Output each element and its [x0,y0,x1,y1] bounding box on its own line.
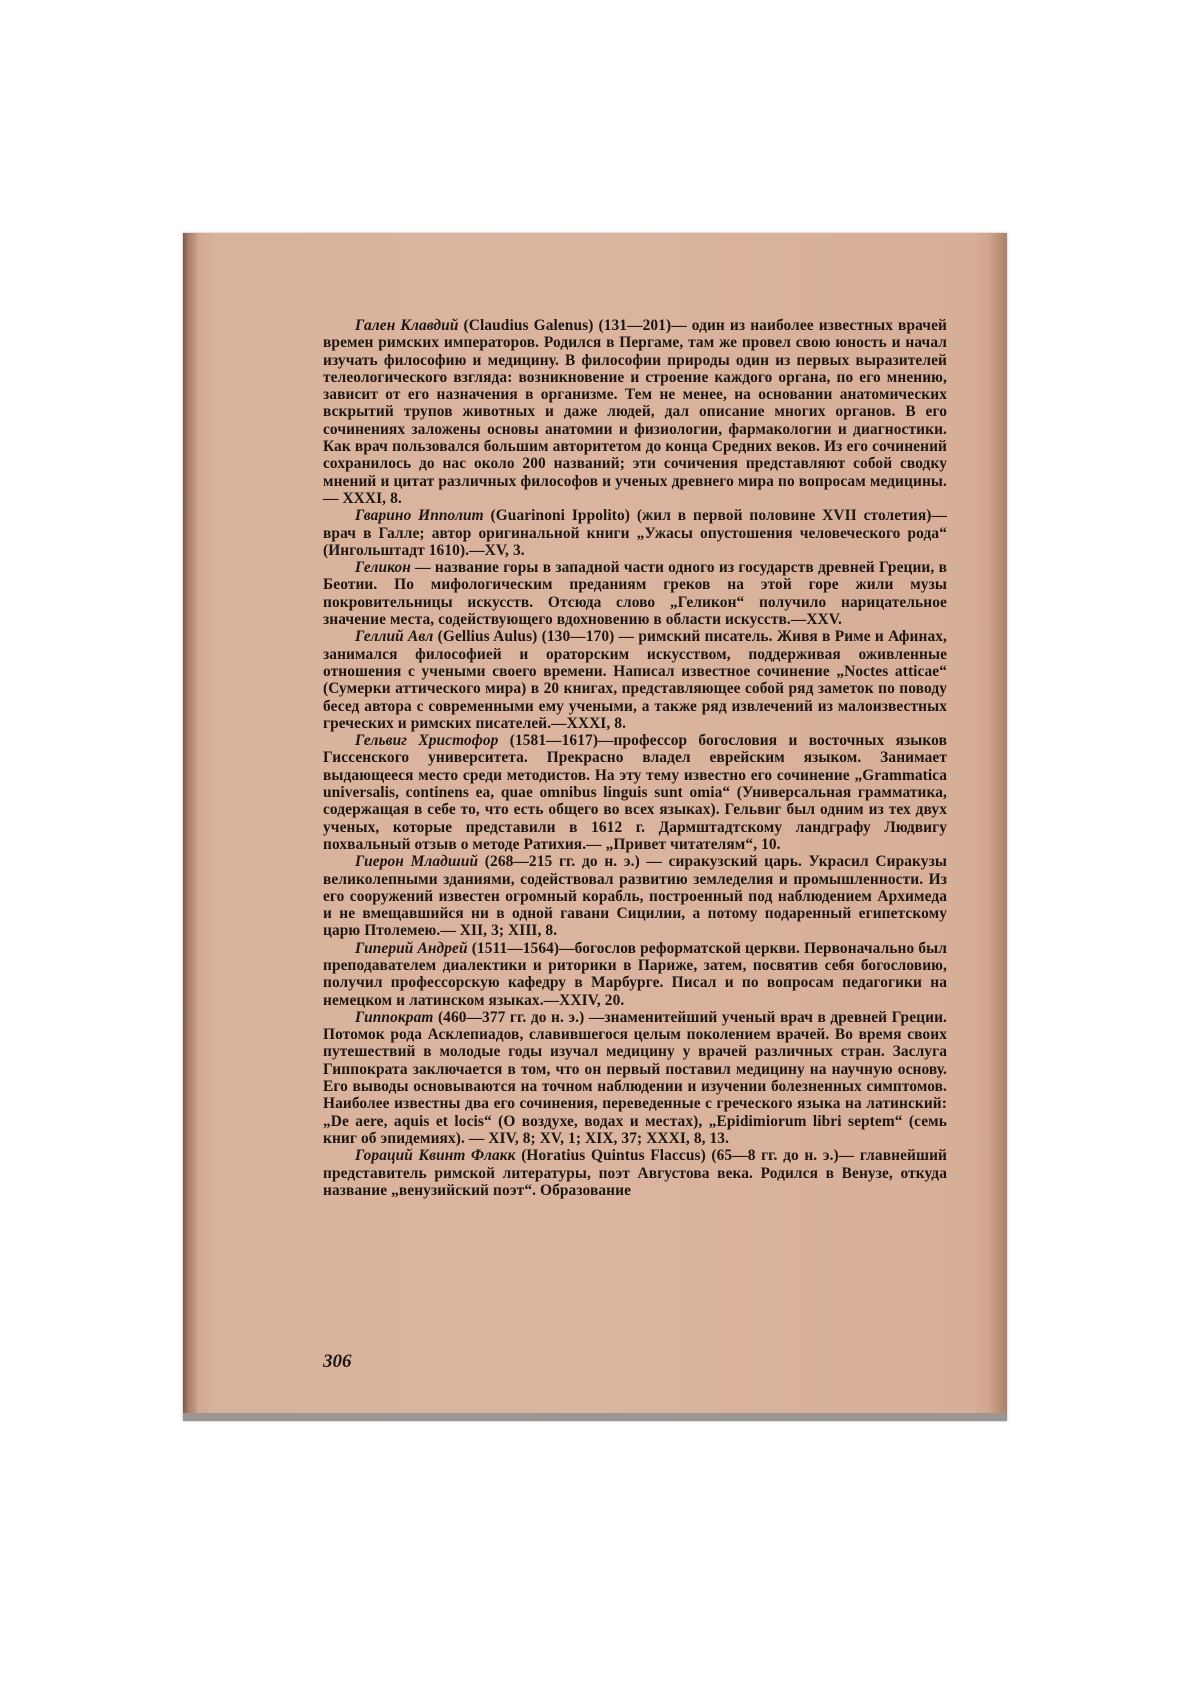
dictionary-text [323,317,947,1199]
entry-body: (Gellius Aulus) (130—170) — римский писатель. Живя в Риме и Афинах, занимался философией и ораторским искусством, поддерживая оживленные отношения с учеными своего времени. Написал известное сочинение „Noctes atticae“ (Сумерки аттического мира) в 20 книгах, представляющее собой ряд заметок по поводу бесед автора с современными ему учеными, а также ряд извлечений из малоизвестных греческих и римских писателей.—XXXI, 8. [323,628,948,732]
scanned-page [183,233,1007,1421]
page-edge-shadow [989,233,1007,1421]
entry-term: Геллий Авл [355,628,434,646]
entry-hippocrates [323,1009,947,1147]
page-number: 306 [323,1351,352,1372]
entry-body: (460—377 гг. до н. э.) —знаменитейший ученый врач в древней Греции. Потомок рода Асклепиадов, славившегося целым поколением врачей. Во время своих путешествий в молодые годы изучал медицину у врачей различных стран. Заслуга Гиппократа заключается в том, что он первый поставил медицину на научную основу. Его выводы основываются на точном наблюдении и изучении болезненных симптомов. Наиболее известны два его сочинения, переведенные с греческого языка на латинский: „De aere, aquis et locis“ (О воздухе, водах и местах), „Epidimiorum libri septem“ (семь книг об эпидемиях). — XIV, 8; XV, 1; XIX, 37; XXXI, 8, 13. [323,1008,947,1147]
entry-term: Гиперий Андрей [355,939,468,957]
entry-helwig [323,732,947,853]
entry-hieron [323,853,947,939]
entry-term: Гален Клавдий [355,317,459,334]
entry-hyperius [323,940,947,1009]
entry-body: (1581—1617)—профессор богословия и восточных языков Гиссенского университета. Прекрасно владел еврейским языком. Занимает выдающееся место среди методистов. На эту тему известно его сочинение „Grammatica universalis, continens ea, quae omnibus linguis sunt omia“ (Универсальная грамматика, содержащая в себе то, что есть общего во всех языках). Гельвиг был одним из тех двух ученых, которые представили в 1612 г. Дармштадтскому ландграфу Людвигу похвальный отзыв о методе Ратихия.— „Привет читателям“, 10. [323,732,947,853]
entry-body: (Guarinoni Ippolito) (жил в первой половине XVII столетия)— врач в Галле; автор оригинальной книги „Ужасы опустошения человеческого рода“ (Ингольштадт 1610).—XV, 3. [323,507,947,559]
entry-horace [323,1147,947,1199]
entry-term: Гиерон Младший [355,853,479,871]
entry-body: (Horatius Quintus Flaccus) (65—8 гг. до н. э.)— главнейший представитель римской литературы, поэт Августова века. Родился в Венузе, откуда название „венузийский поэт“. Образование [323,1147,948,1199]
entry-body: (268—215 гг. до н. э.) — сиракузский царь. Украсил Сиракузы великолепными зданиями, содействовал развитию земледелия и промышленности. Из его сооружений известен огромный корабль, построенный под наблюдением Архимеда и не вмещавшийся ни в одной гавани Сицилии, а потому подаренный египетскому царю Птолемею.— XII, 3; XIII, 8. [323,853,947,940]
entry-term: Гораций Квинт Флакк [355,1147,516,1165]
entry-body: (1511—1564)—богослов реформатской церкви. Первоначально был преподавателем диалектики и риторики в Париже, затем, посвятив себя богословию, получил профессорскую кафедру в Марбурге. Писал и по вопросам педагогики на немецком и латинском языках.—XXIV, 20. [323,939,947,1009]
entry-guarinoni [323,507,947,559]
entry-body: (Claudius Galenus) (131—201)— один из наиболее известных врачей времен римских императоров. Родился в Пергаме, там же провел свою юность и начал изучать философию и медицину. В философии природы один из первых выразителей телеологического взгляда: возникновение и строение каждого органа, по его мнению, зависит от его назначения в организме. Тем не менее, на основании анатомических вскрытий трупов животных и даже людей, дал описание многих органов. В его сочинениях заложены основы анатомии и физиологии, фармакологии и диагностики. Как врач пользовался большим авторитетом до конца Средних веков. Из его сочинений сохранилось до нас около 200 названий; эти сочичения представляют собой сводку мнений и цитат различных философов и ученых древнего мира по вопросам медицины.— XXXI, 8. [323,317,947,507]
entry-term: Гиппократ [355,1008,434,1026]
entry-body: — название горы в западной части одного из государств древней Греции, в Беотии. По мифологическим преданиям греков на этой горе жили музы покровительницы искусств. Отсюда слово „Геликон“ получило нарицательное значение места, содействующего вдохновению в области искусств.—XXV. [323,559,947,629]
scan-bottom-strip [183,1413,1007,1421]
entry-term: Геликон [355,559,411,577]
binding-gutter [183,233,197,1421]
entry-term: Гельвиг Христофор [355,732,499,750]
entry-helicon [323,559,947,628]
entry-term: Гварино Ипполит [355,507,484,525]
entry-galen [323,317,947,507]
entry-gellius [323,628,947,732]
